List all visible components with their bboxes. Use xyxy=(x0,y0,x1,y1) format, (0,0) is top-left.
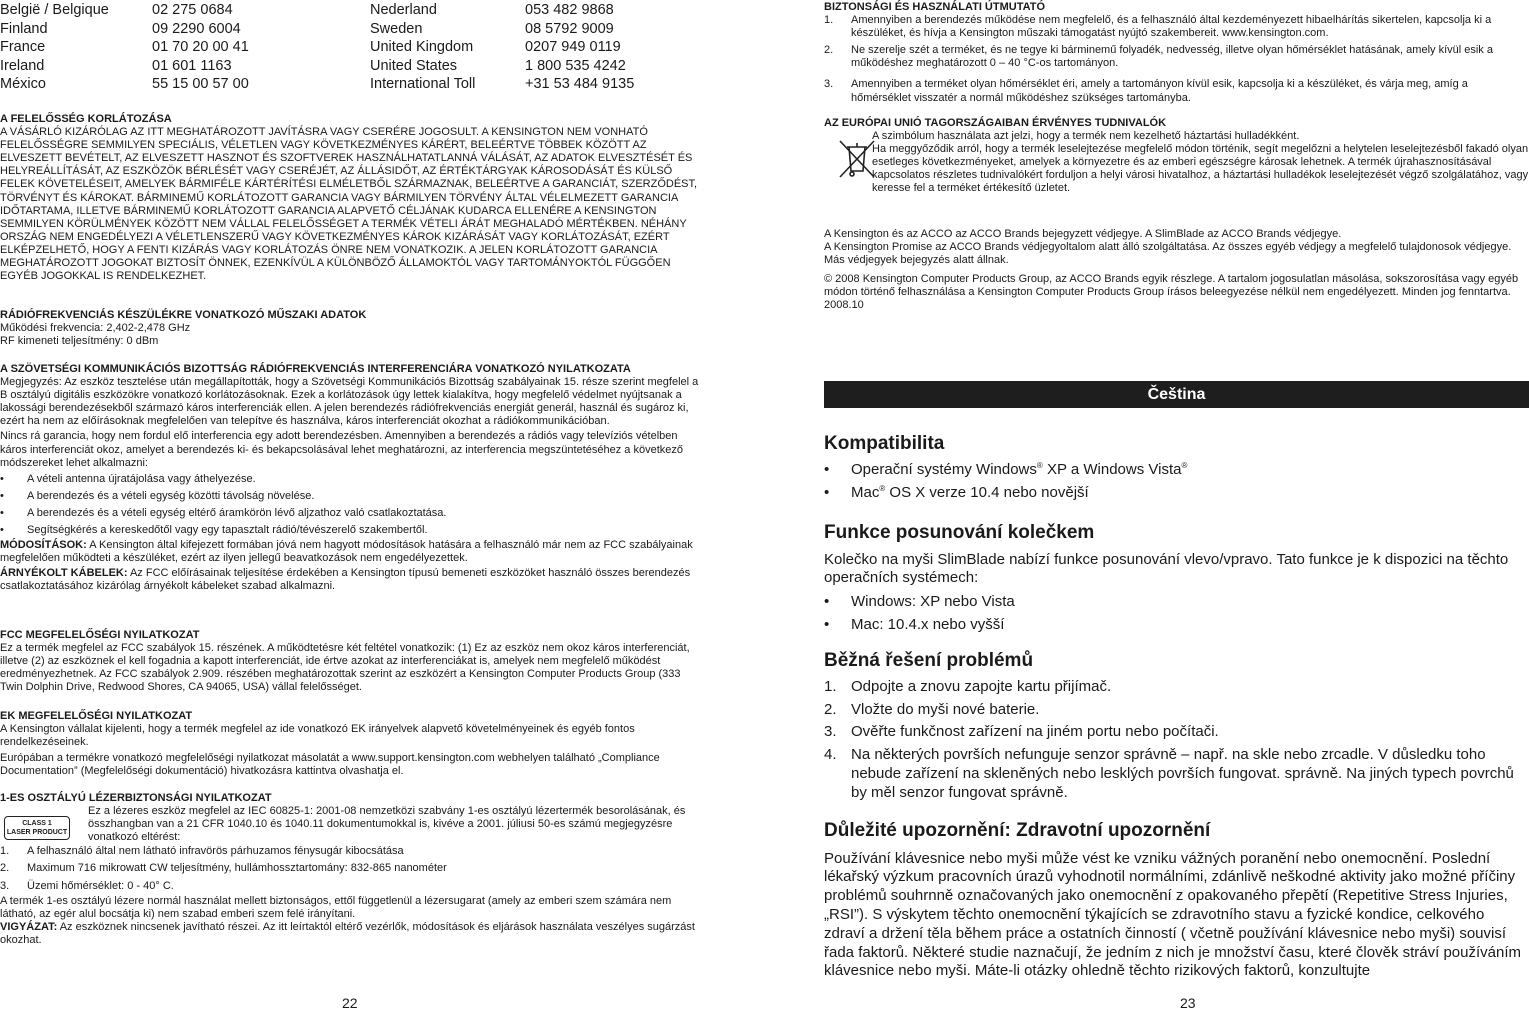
safety-list xyxy=(824,14,1529,105)
scroll-text: Kolečko na myši SlimBlade nabízí funkce posunování vlevo/vpravo. Tato funkce je k dispozici na těchto operačních systémech: xyxy=(824,550,1509,587)
list-item: 1. Amennyiben a berendezés működése nem megfelelő, és a felhasználó által kezdeményezett hibaelhárítás sikertelen, kapcsolja ki a készüléket, és hívja a Kensington műszaki támogatást nyújtó szakembereit. www.kensington.com. xyxy=(824,14,1492,40)
safety-heading: BIZTONSÁGI ÉS HASZNÁLATI ÚTMUTATÓ xyxy=(824,1,1046,13)
laser-intro: Ez a lézeres eszköz megfelel az IEC 60825-1: 2001-08 nemzetközi szabvány 1-es osztályú lézertermék besorolásának, és összhangban van a 21 CFR 1040.10 és 1040.11 dokumentumokkal is, kivéve a 2001. júliusi 50-es számú megjegyzésre vonatkozó eltérést: xyxy=(88,805,686,844)
liability-heading: A FELELŐSSÉG KORLÁTOZÁSA xyxy=(0,113,172,125)
warning-paragraph xyxy=(0,921,700,947)
fcc-interference-section xyxy=(0,363,700,594)
radio-section xyxy=(0,309,700,348)
list-item: 2. Maximum 716 mikrowatt CW teljesítmény, hullámhossztartomány: 832-865 nanométer xyxy=(0,862,447,875)
list-item: 2. Vložte do myši nové baterie. xyxy=(824,700,1040,718)
shielded-cables-label: ÁRNYÉKOLT KÁBELEK: xyxy=(0,567,128,580)
fcc-guarantee: Nincs rá garancia, hogy nem fordul elő interferencia egy adott berendezésben. Amennyiben a berendezés a rádiós vagy televíziós vételben káros interferenciát okoz, amelyet a berendezés ki- és bekapcsolásával lehet meghatározni, az interferencia megszüntetéséhez a következő módszereket lehet alkalmazni: xyxy=(0,430,683,469)
list-item: 3. Ověřte funkčnost zařízení na jiném portu nebo počítači. xyxy=(824,723,1219,741)
safety-section xyxy=(824,1,1529,108)
liability-text: A VÁSÁRLÓ KIZÁRÓLAG AZ ITT MEGHATÁROZOTT JAVÍTÁSRA VAGY CSERÉRE JOGOSULT. A KENSINGTON NEM VONHATÓ FELELŐSSÉGRE SEMMILYEN SPECIÁLIS, VÉLETLEN VAGY KÖVETKEZMÉNYES KÁRÉRT, BELEÉRTVE TÖBBEK KÖZÖTT AZ ELVESZETT BEVÉTELT, AZ ELVESZETT HASZNOT ÉS SZOFTVEREK HASZNÁLHATATLANNÁ VÁLÁSÁT, AZ ADATOK ELVESZTÉSÉT ÉS HELYREÁLLÍTÁSÁT, AZ ESZKÖZÖK BÉRLÉSÉT VAGY CSERÉJÉT, AZ ÁLLÁSIDŐT, AZ ÉRTÉKTÁRGYAK KÁROSODÁSÁT ÉS KÜLSŐ FELEK KÖVETELÉSEIT, AMELYEK BÁRMIFÉLE KÁRTÉRÍTÉSI ELMÉLETBŐL SZÁRMAZNAK, BELEÉRTVE A GARANCIÁT, SZERZŐDÉST, TÖRVÉNYT ÉS KÁROKAT. BÁRMINEMŰ KORLÁTOZOTT GARANCIA VAGY BÁRMILYEN TÖRVÉNY ÁLTAL VÉLELMEZETT GARANCIA IDŐTARTAMA, ILLETVE BÁRMINEMŰ KORLÁTOZOTT GARANCIA ALAPVETŐ CÉLJÁNAK KUDARCA ELLENÉRE A KENSINGTON SEMMILYEN KÖRÜLMÉNYEK KÖZÖTT NEM VÁLLAL FELELŐSSÉGET A TERMÉK VÉTELI ÁRÁT MEGHALADÓ MÉRTÉKBEN. NÉHÁNY ORSZÁG NEM ENGEDÉLYEZI A VÉLETLENSZERŰ VAGY KÖVETKEZMÉNYES KÁROK KIZÁRÁSÁT VAGY KORLÁTOZÁSÁT, EZÉRT ELKÉPZELHETŐ, HOGY A FENTI KIZÁRÁS VAGY KORLÁTOZÁS ÖNRE NEM VONATKOZIK. A JELEN KORLÁTOZOTT GARANCIA MEGHATÁROZOTT JOGOKAT BIZTOSÍT ÖNNEK, EZENKÍVÜL A KÜLÖNBÖZŐ ÁLLAMOKTÓL VAGY TARTOMÁNYOKTÓL FÜGGŐEN EGYÉB JOGOKKAL IS RENDELKEZHET. xyxy=(0,126,698,283)
eu-heading: AZ EURÓPAI UNIÓ TAGORSZÁGAIBAN ÉRVÉNYES TUDNIVALÓK xyxy=(824,117,1167,129)
list-item: • Windows: XP nebo Vista xyxy=(824,593,1529,612)
eu-symbol-text: A szimbólum használata azt jelzi, hogy a termék nem kezelhető háztartási hulladékként. xyxy=(872,130,1300,143)
warning-label: VIGYÁZAT: xyxy=(0,920,58,933)
list-item: • Mac: 10.4.x nebo vyšší xyxy=(824,616,1529,635)
copyright-text: © 2008 Kensington Computer Products Group, az ACCO Brands egyik részlege. A tartalom jogosulatlan másolása, sokszorosítása vagy egyéb módon történő felhasználása a Kensington Computer Products Group írásos beleegyezése nélkül nem engedélyezett. Minden jog fenntartva. 2008.10 xyxy=(824,273,1519,312)
language-banner-czech: Čeština xyxy=(824,381,1529,408)
fcc-conformity-text: Ez a termék megfelel az FCC szabályok 15. részének. A működtetésre két feltétel vonatkozik: (1) Ez az eszköz nem okoz káros interferenciát, illetve (2) az eszköznek el kell fogadnia a kapott interferenciát, ide értve azokat az interferenciákat is, amelyek nem megfelelő működést eredményezhetnek. Az FCC szabályok 2.909. részében meghatározottak szerint az eszközért a Kensington Computer Products Group (333 Twin Dolphin Drive, Redwood Shores, CA 94065, USA) vállal felelősséget. xyxy=(0,642,690,694)
fcc-note: Megjegyzés: Az eszköz tesztelése után megállapították, hogy a Szövetségi Kommunikációs Bizottság szabályainak 15. része szerint megfelel a B osztályú digitális eszközökre vonatkozó korlátozásoknak. Ezek a korlátozások úgy lettek kialakítva, hogy megfelelő védelmet nyújtsanak a lakossági berendezésekből származó káros interferenciák ellen. A jelen berendezés rádiófrekvenciás energiát generál, használ és sugároz ki, ezért ha nem az előírásoknak megfelelően van telepítve és használva, káros interferenciát okozhat a rádiókommunikációban. xyxy=(0,376,699,428)
list-item: 3. Amennyiben a terméket olyan hőmérséklet éri, amely a tartományon kívül esik, kapcsolja ki a készüléket, és várja meg, amíg a hőmérséklet visszatér a normál működéshez szükséges tartományba. xyxy=(824,78,1468,104)
list-item: 4. Na některých površích nefunguje senzor správně – např. na skle nebo zrcadle. V důsledku toho nebude zařízení na skleněných nebo lesklých površích fungovat. správně. Na jiných typech povrchů by měl senzor fungovat správně. xyxy=(824,746,1514,801)
list-item: • A berendezés és a vételi egység közötti távolság növelése. xyxy=(0,490,700,503)
health-text: Používání klávesnice nebo myši může vést ke vzniku vážných poranění nebo onemocnění. Poslední lékařský výzkum pracovních úrazů vyhodnotil normálními, zdánlivě neškodné aktivity jako možné příčiny problémů souhrnně označovaných jako onemocnění z opakovaného přepětí (Repetitive Stress Injuries,„RSI”). S výskytem těchto onemocnění týkajících se zdravotního stavu a fyzické kondice, celkového zdraví a držení těla během práce a ostatních činností ( včetně používání klávesnice nebo myši) souvisí řada faktorů. Některé studie naznačují, že jedním z nich je množství času, které člověk stráví používáním klávesnice nebo myši. Máte-li otázky ohledně těchto rizikových faktorů, konzultujte xyxy=(824,849,1521,980)
list-item: 1. A felhasználó által nem látható infravörös párhuzamos fénysugár kibocsátása xyxy=(0,845,404,858)
list-item: • A berendezés és a vételi egység eltérő áramkörön lévő aljzathoz való csatlakoztatása. xyxy=(0,507,700,520)
list-item: 1. Odpojte a znovu zapojte kartu přijímač. xyxy=(824,677,1112,695)
trademark-text-1: A Kensington és az ACCO az ACCO Brands bejegyzett védjegye. A SlimBlade az ACCO Brands védjegye. xyxy=(824,228,1342,240)
eu-section xyxy=(824,117,1529,196)
fcc-conformity-section xyxy=(0,629,700,694)
modifications-paragraph xyxy=(0,539,700,565)
ek-heading: EK MEGFELELŐSÉGI NYILATKOZAT xyxy=(0,710,193,722)
list-item: 3. Üzemi hőmérséklet: 0 - 40° C. xyxy=(0,879,174,892)
ek-section xyxy=(0,710,700,778)
list-item: • A vételi antenna újratájolása vagy áthelyezése. xyxy=(0,473,700,486)
radio-power: RF kimeneti teljesítmény: 0 dBm xyxy=(0,335,159,348)
ek-link-text: Európában a termékre vonatkozó megfelelőségi nyilatkozat másolatát a www.support.kensington.com webhelyen található „Compliance Documentation” (Megfelelőségi dokumentáció) hivatkozásra kattintva olvashatja el. xyxy=(0,752,660,778)
list-item: 2. Ne szerelje szét a terméket, és ne tegye ki bárminemű folyadék, nedvesség, illetve olyan hőmérséklet hatásának, amely kívül esik a működéshez meghatározott 0 – 40 °C-os tartományon. xyxy=(824,44,1493,70)
page-number-left: 22 xyxy=(342,995,358,1011)
list-item: • Mac® OS X verze 10.4 nebo novější xyxy=(824,484,1529,503)
czech-content xyxy=(824,433,1529,981)
warning-text: Az eszköznek nincsenek javítható részei. Az itt leírtaktól eltérő vezérlők, módosítások és eljárások használata veszélyes sugárzást okozhat. xyxy=(0,920,695,946)
trademark-section xyxy=(824,228,1529,313)
class1-laser-badge: CLASS 1 LASER PRODUCT xyxy=(4,816,70,840)
scroll-list xyxy=(824,593,1529,635)
troubleshooting-heading: Běžná řešení problémů xyxy=(824,649,1034,671)
list-item: • Operační systémy Windows® XP a Windows Vista® xyxy=(824,461,1529,480)
laser-safety-text: A termék 1-es osztályú lézere normál használat mellett biztonságos, ettől függetlenül a lézersugarat (amely az emberi szem számára nem látható, az egér alul bocsátja ki) nem szabad emberi szem felé irányítani. xyxy=(0,894,672,920)
radio-heading: RÁDIÓFREKVENCIÁS KÉSZÜLÉKRE VONATKOZÓ MŰSZAKI ADATOK xyxy=(0,309,367,321)
scroll-heading: Funkce posunování kolečkem xyxy=(824,521,1095,543)
shielded-cables-paragraph xyxy=(0,567,700,593)
page-number-right: 23 xyxy=(1180,995,1196,1011)
compat-heading: Kompatibilita xyxy=(824,433,945,454)
radio-frequency: Működési frekvencia: 2,402-2,478 GHz xyxy=(0,322,191,335)
list-item: • Segítségkérés a kereskedőtől vagy egy tapasztalt rádió/tévészerelő szakembertől. xyxy=(0,524,700,537)
health-heading: Důležité upozornění: Zdravotní upozornění xyxy=(824,819,1211,841)
shielded-cables-text: Az FCC előírásainak teljesítése érdekében a Kensington típusú bemeneti eszközöket használó összes berendezés csatlakoztatásához kizárólag árnyékolt kábeleket szabad alkalmazni. xyxy=(0,567,691,593)
fcc-measures-list xyxy=(0,473,700,537)
troubleshooting-list xyxy=(824,678,1529,803)
laser-list xyxy=(0,845,700,892)
laser-section xyxy=(0,792,700,947)
compat-list xyxy=(824,461,1529,503)
liability-section xyxy=(0,113,700,283)
fcc-interference-heading: A SZÖVETSÉGI KOMMUNIKÁCIÓS BIZOTTSÁG RÁDIÓFREKVENCIÁS INTERFERENCIÁRA VONATKOZÓ NYILATKOZATA xyxy=(0,363,631,375)
fcc-conformity-heading: FCC MEGFELELŐSÉGI NYILATKOZAT xyxy=(0,629,200,641)
eu-disposal-text: Ha meggyőződik arról, hogy a termék leselejtezése megfelelő módon történik, segít megelőzni a helytelen leselejtezésből fakadó olyan esetleges következményeket, amelyek a környezetre és az emberi egészségre károsak lehetnek. A termék újrahasznosításával kapcsolatos részletes tudnivalókért forduljon a helyi városi hivatalhoz, a háztartási hulladékok leselejtezését végző szolgálatához, vagy keresse fel a terméket értékesítő üzletet. xyxy=(872,143,1529,195)
crossed-bin-icon xyxy=(836,137,878,181)
trademark-text-2: A Kensington Promise az ACCO Brands védjegyoltalom alatt álló szolgáltatása. Az összes egyéb védjegy a megfelelő tulajdonosok védjegye. Más védjegyek bejegyzés alatt állnak. xyxy=(824,241,1512,267)
laser-heading: 1-ES OSZTÁLYÚ LÉZERBIZTONSÁGI NYILATKOZAT xyxy=(0,792,272,804)
ek-text: A Kensington vállalat kijelenti, hogy a termék megfelel az ide vonatkozó EK irányelvek alapvető követelményeinek és egyéb fontos rendelkezéseinek. xyxy=(0,723,635,749)
modifications-text: A Kensington által kifejezett formában jóvá nem hagyott módosítások hatására a felhasználó már nem az FCC szabályainak megfelelően működteti a készüléket, ezért az ilyen jellegű beavatkozások nem engedélyezettek. xyxy=(0,539,693,565)
modifications-label: MÓDOSÍTÁSOK: xyxy=(0,539,87,552)
